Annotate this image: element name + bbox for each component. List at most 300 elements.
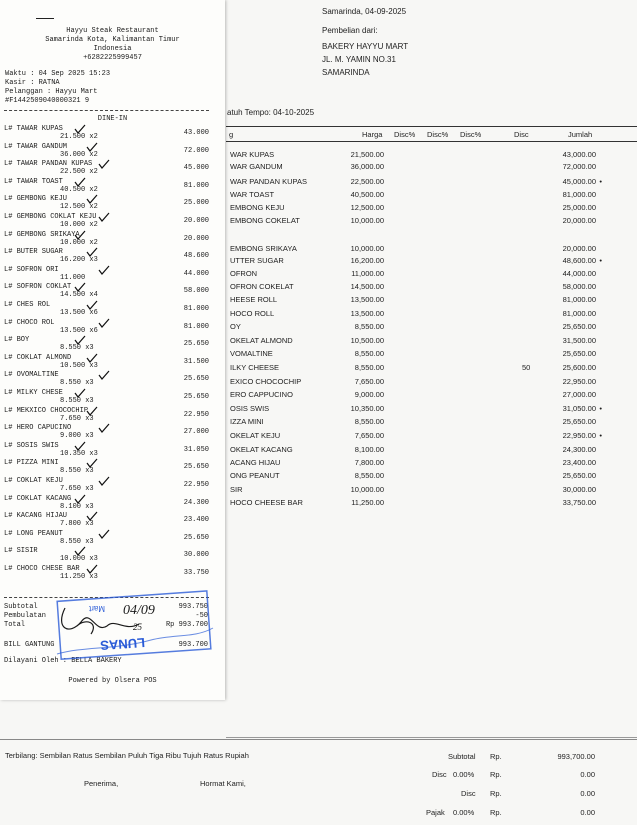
item-name: IZZA MINI: [230, 417, 264, 426]
receipt-item-qty: 7.800 x3: [60, 520, 94, 529]
receipt-item: [4, 512, 209, 528]
check-mark: [74, 388, 86, 398]
invoice-row: [226, 417, 637, 428]
item-price: 7,800.00: [354, 458, 384, 467]
item-amount: 72,000.00: [562, 162, 596, 171]
item-name: OKELAT ALMOND: [230, 336, 293, 345]
receipt-item-qty: 8.550 x3: [60, 379, 94, 388]
item-price: 40,500.00: [350, 190, 384, 199]
receipt-item-qty: 10.350 x3: [60, 449, 98, 458]
receipt-item-qty: 11.000: [60, 273, 86, 282]
item-price: 8,550.00: [354, 349, 384, 358]
receipt-item-qty: 14.500 x4: [60, 291, 98, 300]
item-price: 21,500.00: [350, 150, 384, 159]
stamp-lunas-text: LUNAS: [99, 635, 146, 654]
item-name: EXICO CHOCOCHIP: [230, 377, 302, 386]
invoice-row: [226, 282, 637, 293]
check-mark: [74, 124, 86, 134]
handwritten-date: 04/09: [123, 603, 155, 618]
receipt-item: [4, 248, 209, 264]
receipt-item-total: 81.000: [183, 322, 209, 331]
receipt-item-name: L# OVOMALTINE: [4, 371, 59, 380]
receipt-item-total: 31.050: [183, 445, 209, 454]
item-name: OY: [230, 322, 241, 331]
hormat-label: Hormat Kami,: [200, 779, 246, 788]
receipt-item-qty: 10.500 x3: [60, 361, 98, 370]
receipt-order-no: #F1442509040000321 9: [5, 97, 90, 105]
item-amount: 30,000.00: [562, 485, 596, 494]
store-address: Samarinda Kota, Kalimantan Timur: [45, 36, 180, 44]
receipt-item: [4, 442, 209, 458]
table-top-rule: [226, 126, 637, 127]
receipt-item: [4, 565, 209, 581]
subtotal-currency: Rp.: [490, 752, 502, 761]
check-mark: [74, 335, 86, 345]
check-mark: [98, 318, 110, 328]
receipt-item-total: 25.650: [183, 375, 209, 384]
terbilang-text: Terbilang: Sembilan Ratus Sembilan Puluh Tiga Ribu Tujuh Ratus Rupiah: [5, 751, 249, 760]
disc2-currency: Rp.: [490, 789, 502, 798]
stamp-mart-text: Mart: [89, 604, 105, 613]
store-country: Indonesia: [93, 45, 132, 53]
table-header-rule: [226, 141, 637, 142]
receipt-total-value: Rp 993.700: [165, 621, 208, 629]
item-mark: •: [599, 431, 602, 440]
receipt-customer: Pelanggan : Hayyu Mart: [5, 88, 98, 96]
item-name: ILKY CHEESE: [230, 363, 280, 372]
col-disc3: Disc%: [460, 130, 482, 139]
receipt-item-name: L# SOFRON ORI: [4, 265, 59, 274]
item-price: 8,550.00: [354, 363, 384, 372]
item-name: WAR TOAST: [230, 190, 275, 199]
item-amount: 45,000.00: [562, 177, 596, 186]
receipt-item-total: 27.000: [183, 428, 209, 437]
col-disc2: Disc%: [427, 130, 449, 139]
col-name: g: [229, 130, 234, 139]
receipt-item: [4, 301, 209, 317]
item-name: WAR KUPAS: [230, 150, 275, 159]
receipt-item-total: 81.000: [183, 305, 209, 313]
receipt-item-name: L# TAWAR PANDAN KUPAS: [4, 160, 93, 169]
powered-by: Powered by Olsera POS: [68, 677, 157, 685]
invoice-city-date: Samarinda, 04-09-2025: [322, 7, 407, 16]
item-price: 11,250.00: [351, 498, 384, 507]
receipt-item-total: 72.000: [183, 146, 209, 155]
receipt-item: [4, 495, 209, 511]
receipt-item-name: L# HERO CAPUCINO: [4, 424, 72, 433]
item-name: EMBONG KEJU: [230, 203, 285, 212]
item-price: 8,550.00: [354, 471, 384, 480]
item-name: HEESE ROLL: [230, 295, 278, 304]
invoice-row: [226, 256, 637, 267]
invoice-row: [226, 471, 637, 482]
item-price: 7,650.00: [354, 377, 384, 386]
receipt-item-total: 81.000: [183, 181, 209, 190]
item-amount: 44,000.00: [562, 269, 596, 278]
item-amount: 43,000.00: [562, 150, 596, 159]
item-amount: 22,950.00: [562, 377, 596, 386]
check-mark: [98, 265, 110, 275]
check-mark: [74, 494, 86, 504]
supplier-address: JL. M. YAMIN NO.31: [322, 55, 396, 64]
item-amount: 81,000.00: [562, 190, 596, 199]
item-mark: •: [599, 177, 602, 186]
check-mark: [86, 458, 98, 468]
receipt-item-qty: 21.500 x2: [60, 133, 98, 141]
invoice-row: [226, 203, 637, 214]
disc-value: 0.00: [580, 770, 595, 779]
receipt-item-name: L# CHOCO CHESE BAR: [4, 565, 80, 573]
item-amount: 33,750.00: [562, 498, 596, 507]
check-mark: [86, 511, 98, 521]
store-phone: +6282225999457: [83, 54, 142, 62]
check-mark: [98, 476, 110, 486]
receipt-rounding-value: -50: [195, 612, 208, 620]
receipt-item-qty: 22.500 x2: [60, 168, 98, 177]
col-disc: Disc: [514, 130, 529, 139]
penerima-label: Penerima,: [84, 779, 119, 788]
invoice-row: [226, 269, 637, 280]
item-name: WAR GANDUM: [230, 162, 283, 171]
item-amount: 25,000.00: [562, 203, 596, 212]
receipt-item-qty: 9.000 x3: [60, 432, 94, 441]
receipt-item-total: 44.000: [183, 269, 209, 278]
item-price: 12,500.00: [350, 203, 384, 212]
invoice-row: [226, 485, 637, 496]
item-amount: 20,000.00: [562, 216, 596, 225]
receipt-divider: [4, 110, 209, 111]
store-name: Hayyu Steak Restaurant: [66, 27, 159, 35]
receipt-item: [4, 319, 209, 335]
item-amount: 25,650.00: [562, 349, 596, 358]
receipt-item-name: L# MEKXICO CHOCOCHIP: [4, 406, 89, 415]
receipt-item: [4, 407, 209, 423]
receipt-item-qty: 8.550 x3: [60, 397, 94, 405]
item-price: 8,100.00: [354, 445, 384, 454]
receipt-item-name: L# GEMBONG SRIKAYA: [4, 230, 80, 239]
receipt-item-name: L# SISIR: [4, 547, 38, 556]
receipt-item-total: 48.600: [183, 252, 209, 261]
invoice-row: [226, 498, 637, 509]
receipt-item-name: L# KACANG HIJAU: [4, 512, 68, 521]
receipt-item-name: L# BOY: [4, 336, 30, 345]
invoice-row: [226, 404, 637, 415]
item-name: VOMALTINE: [230, 349, 273, 358]
receipt-item-name: L# COKLAT KACANG: [4, 494, 72, 503]
item-price: 16,200.00: [350, 256, 384, 265]
item-price: 14,500.00: [350, 282, 384, 291]
receipt-item: [4, 530, 209, 546]
receipt-item-total: 24.300: [183, 498, 209, 507]
handwritten-year: 25: [133, 622, 142, 632]
receipt-item: [4, 143, 209, 159]
col-jumlah: Jumlah: [568, 130, 593, 139]
check-mark: [86, 194, 98, 204]
receipt-item-name: L# COKLAT KEJU: [4, 477, 63, 485]
receipt-subtotal-label: Subtotal: [4, 603, 38, 611]
receipt-item-total: 25.650: [183, 340, 209, 349]
check-mark: [86, 564, 98, 574]
item-price: 10,500.00: [350, 336, 384, 345]
item-name: WAR PANDAN KUPAS: [230, 177, 307, 186]
item-price: 8,550.00: [354, 322, 384, 331]
invoice-row: [226, 295, 637, 306]
check-mark: [98, 423, 110, 433]
receipt-item: [4, 213, 209, 229]
item-name: ERO CAPPUCINO: [230, 390, 293, 399]
receipt-item-name: L# CHES ROL: [4, 301, 51, 309]
item-name: ACANG HIJAU: [230, 458, 281, 467]
receipt-item-total: 25.000: [183, 199, 209, 208]
item-disc: 50: [522, 363, 531, 372]
invoice-row: [226, 336, 637, 347]
receipt-item-qty: 8.550 x3: [60, 537, 94, 546]
receipt-item-qty: 13.500 x6: [60, 309, 98, 317]
item-price: 13,500.00: [350, 309, 384, 318]
item-name: HOCO ROLL: [230, 309, 275, 318]
receipt-item-qty: 11.250 x3: [60, 573, 98, 581]
item-amount: 22,950.00: [562, 431, 596, 440]
invoice-row: [226, 177, 637, 188]
invoice-row: [226, 458, 637, 469]
receipt-item-name: L# COKLAT ALMOND: [4, 353, 72, 362]
invoice-row: [226, 216, 637, 227]
supplier-city: SAMARINDA: [322, 68, 370, 77]
item-price: 7,650.00: [354, 431, 384, 440]
receipt-item-total: 20.000: [183, 217, 209, 225]
receipt-item-total: 33.750: [183, 569, 209, 577]
lunas-stamp: [55, 588, 215, 663]
check-mark: [74, 230, 86, 240]
receipt-item: [4, 266, 209, 282]
invoice-row: [226, 162, 637, 173]
receipt-item: [4, 424, 209, 440]
receipt-item-qty: 10.000 x2: [60, 221, 98, 229]
receipt-item: [4, 231, 209, 247]
item-name: OKELAT KEJU: [230, 431, 281, 440]
receipt-item-qty: 10.000 x3: [60, 555, 98, 564]
subtotal-label: Subtotal: [448, 752, 476, 761]
item-price: 9,000.00: [354, 390, 384, 399]
receipt-item: [4, 125, 209, 141]
pajak-value: 0.00: [580, 808, 595, 817]
disc-label: Disc: [432, 770, 447, 779]
receipt-item-qty: 13.500 x6: [60, 326, 98, 335]
receipt-time: Waktu : 04 Sep 2025 15:23: [5, 70, 111, 78]
served-by: Dilayani Oleh : BELLA BAKERY: [4, 657, 122, 665]
item-amount: 25,650.00: [562, 417, 596, 426]
receipt-subtotal-value: 993.750: [178, 603, 208, 611]
check-mark: [74, 282, 86, 292]
item-price: 22,500.00: [350, 177, 384, 186]
item-amount: 48,600.00: [562, 256, 596, 265]
check-mark: [86, 406, 98, 416]
receipt-item: [4, 547, 209, 563]
bill-gantung-label: BILL GANTUNG: [4, 641, 55, 649]
receipt-item-total: 22.950: [183, 481, 209, 489]
receipt-item-total: 45.000: [183, 164, 209, 173]
invoice-row: [226, 150, 637, 161]
invoice-row: [226, 322, 637, 333]
col-disc1: Disc%: [394, 130, 416, 139]
receipt-item: [4, 336, 209, 352]
check-mark: [86, 300, 98, 310]
receipt-item-name: L# CHOCO ROL: [4, 318, 55, 327]
supplier-name: BAKERY HAYYU MART: [322, 42, 409, 51]
item-price: 10,000.00: [350, 485, 384, 494]
receipt-total-label: Total: [4, 621, 26, 629]
table-bottom-rule: [226, 737, 637, 738]
item-name: OFRON COKELAT: [230, 282, 294, 291]
receipt-item-name: L# TAWAR KUPAS: [4, 125, 63, 133]
invoice-row: [226, 390, 637, 401]
receipt-item-total: 25.650: [183, 393, 209, 401]
receipt-item-total: 25.650: [183, 533, 209, 542]
item-amount: 27,000.00: [562, 390, 596, 399]
check-mark: [74, 177, 86, 187]
item-name: SIR: [230, 485, 243, 494]
item-amount: 23,400.00: [562, 458, 596, 467]
receipt-item-qty: 36.000 x2: [60, 150, 98, 159]
receipt-item-name: L# PIZZA MINI: [4, 459, 59, 468]
invoice-row: [226, 377, 637, 388]
pajak-pct: 0.00%: [453, 808, 475, 817]
subtotal-value: 993,700.00: [557, 752, 595, 761]
receipt-item: [4, 178, 209, 194]
receipt-item: [4, 459, 209, 475]
item-name: OKELAT KACANG: [230, 445, 293, 454]
receipt-item: [4, 160, 209, 176]
check-mark: [74, 546, 86, 556]
receipt-item-total: 43.000: [183, 129, 209, 137]
receipt-item: [4, 371, 209, 387]
receipt-item-total: 31.500: [183, 357, 209, 366]
receipt-item-qty: 16.200 x3: [60, 256, 98, 265]
receipt-item-name: L# SOSIS SWIS: [4, 441, 59, 450]
check-mark: [98, 212, 110, 222]
item-name: ONG PEANUT: [230, 471, 280, 480]
item-amount: 81,000.00: [562, 309, 596, 318]
receipt-item-total: 58.000: [183, 287, 209, 296]
col-harga: Harga: [362, 130, 383, 139]
item-price: 13,500.00: [350, 295, 384, 304]
receipt-item-name: L# GEMBONG COKLAT KEJU: [4, 213, 97, 221]
item-amount: 20,000.00: [562, 244, 596, 253]
check-mark: [86, 353, 98, 363]
check-mark: [86, 247, 98, 257]
receipt-item: [4, 389, 209, 405]
pajak-label: Pajak: [426, 808, 445, 817]
item-amount: 25,650.00: [562, 471, 596, 480]
item-price: 10,000.00: [350, 244, 384, 253]
receipt-item-qty: 8.100 x3: [60, 502, 94, 511]
receipt-rounding-label: Pembulatan: [4, 612, 47, 620]
receipt-top-mark: [36, 18, 54, 19]
footer-rule: [0, 739, 637, 740]
disc-currency: Rp.: [490, 770, 502, 779]
pajak-currency: Rp.: [490, 808, 502, 817]
check-mark: [98, 529, 110, 539]
receipt-item: [4, 354, 209, 370]
receipt-cashier: Kasir : RATNA: [5, 79, 60, 87]
item-price: 10,350.00: [350, 404, 384, 413]
receipt-item-name: L# TAWAR TOAST: [4, 177, 63, 186]
invoice-row: [226, 445, 637, 456]
invoice-row: [226, 309, 637, 320]
item-name: OFRON: [230, 269, 258, 278]
item-name: OSIS SWIS: [230, 404, 270, 413]
receipt-item-name: L# TAWAR GANDUM: [4, 142, 68, 151]
item-mark: •: [599, 256, 602, 265]
check-mark: [98, 370, 110, 380]
invoice-row: [226, 431, 637, 442]
item-amount: 24,300.00: [562, 445, 596, 454]
receipt-item-name: L# MILKY CHESE: [4, 389, 63, 397]
receipt-item-total: 25.650: [183, 463, 209, 472]
item-name: EMBONG COKELAT: [230, 216, 300, 225]
receipt-item-qty: 8.550 x3: [60, 467, 94, 476]
item-name: EMBONG SRIKAYA: [230, 244, 297, 253]
receipt-item-qty: 7.650 x3: [60, 414, 94, 423]
item-price: 11,000.00: [351, 269, 384, 278]
item-amount: 25,650.00: [562, 322, 596, 331]
receipt-item-name: L# GEMBONG KEJU: [4, 195, 68, 204]
item-price: 10,000.00: [350, 216, 384, 225]
receipt-item-total: 23.400: [183, 516, 209, 525]
receipt-item: [4, 195, 209, 211]
item-mark: •: [599, 404, 602, 413]
check-mark: [74, 441, 86, 451]
bill-gantung-value: 993.700: [178, 641, 208, 649]
receipt-item-name: L# LONG PEANUT: [4, 529, 63, 538]
item-name: HOCO CHEESE BAR: [230, 498, 303, 507]
invoice-row: [226, 349, 637, 360]
receipt-item-qty: 8.550 x3: [60, 344, 94, 353]
check-mark: [86, 142, 98, 152]
item-amount: 81,000.00: [562, 295, 596, 304]
receipt-item-total: 30.000: [183, 551, 209, 560]
receipt-item: [4, 477, 209, 493]
item-amount: 31,050.00: [562, 404, 596, 413]
receipt-item-qty: 40.500 x2: [60, 185, 98, 194]
receipt-mode: DINE-IN: [97, 115, 128, 123]
check-mark: [98, 159, 110, 169]
receipt-item: [4, 283, 209, 299]
disc2-value: 0.00: [580, 789, 595, 798]
receipt-item-total: 22.950: [183, 410, 209, 419]
item-price: 8,550.00: [354, 417, 384, 426]
invoice-from-label: Pembelian dari:: [322, 26, 378, 35]
item-amount: 25,600.00: [562, 363, 596, 372]
item-amount: 58,000.00: [562, 282, 596, 291]
invoice-row: [226, 190, 637, 201]
disc-pct: 0.00%: [453, 770, 475, 779]
due-date: atuh Tempo: 04-10-2025: [227, 108, 315, 117]
receipt-item-name: L# SOFRON COKLAT: [4, 283, 72, 292]
receipt-item-total: 20.000: [183, 234, 209, 243]
disc2-label: Disc: [461, 789, 476, 798]
receipt-item-qty: 12.500 x2: [60, 203, 98, 212]
receipt-item-qty: 7.650 x3: [60, 485, 94, 493]
item-amount: 31,500.00: [562, 336, 596, 345]
item-price: 36,000.00: [350, 162, 384, 171]
receipt-item-name: L# BUTER SUGAR: [4, 248, 63, 257]
thermal-receipt: [0, 0, 225, 700]
invoice-row: [226, 244, 637, 255]
invoice-row: [226, 363, 637, 374]
receipt-item-qty: 10.000 x2: [60, 238, 98, 247]
item-name: UTTER SUGAR: [230, 256, 284, 265]
